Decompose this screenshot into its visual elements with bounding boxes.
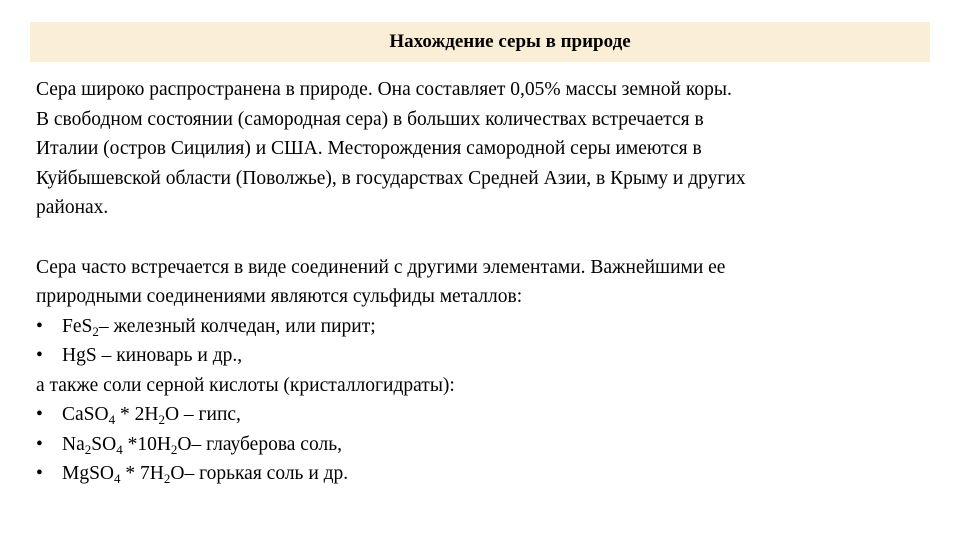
text-line: Италии (остров Сицилия) и США. Месторождения самородной серы имеются в [36, 138, 702, 159]
paragraph-compounds [36, 253, 936, 489]
text-line: Сера часто встречается в виде соединений с другими элементами. Важнейшими ее [36, 256, 726, 278]
list-item-gypsum: • CaSO$_4$ * $2H_2O$ – гипс, [36, 400, 936, 430]
text-line: В свободном состоянии (самородная сера) в больших количествах встречается в [36, 108, 704, 130]
text-line: природными соединениями являются сульфиды металлов: [36, 286, 523, 307]
list-item-glauber-salt: • $Na_2SO_4$ $*10H_2O-$ глауберова соль, [36, 430, 936, 460]
text-line: Сера широко распространена в природе. Она составляет 0,05% массы земной коры. [36, 79, 732, 100]
paragraph-occurrence [36, 75, 936, 223]
paragraph-gap [36, 223, 936, 253]
slide-title: Нахождение серы в природе [389, 31, 631, 52]
slide-body [36, 75, 936, 489]
text-line: районах. [36, 197, 109, 218]
list-item-epsom-salt: • MgSO$_4$ * $7H_2O-$ горькая соль и др. [36, 459, 936, 489]
list-item-cinnabar: • HgS – киноварь и др., [36, 341, 936, 371]
list-item-pyrite: • FeS$_2$– железный колчедан, или пирит; [36, 312, 936, 342]
text-line: Куйбышевской области (Поволжье), в государствах Средней Азии, в Крыму и других [36, 167, 746, 189]
slide-title-bar [30, 22, 930, 62]
text-line: а также соли серной кислоты (кристаллогидраты): [36, 374, 455, 396]
